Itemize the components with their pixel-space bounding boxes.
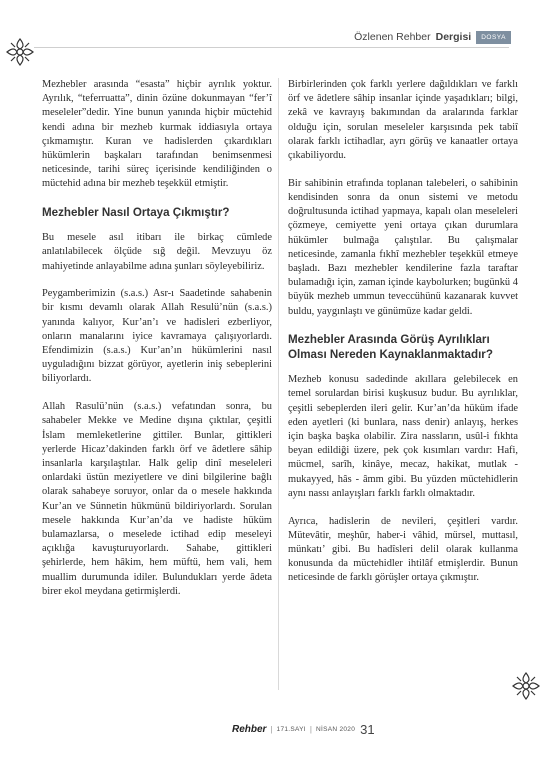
section-heading: Mezhebler Arasında Görüş Ayrılıkları Olması Nereden Kaynaklanmaktadır? (288, 333, 493, 362)
footer-brand: Rehber (232, 724, 267, 735)
paragraph: Birbirlerinden çok farklı yerlere dağıldıkları ve farklı örf ve âdetlere sâhip insanlar içinde yaşadıkları; bilgi, zekâ ve kavrayış bakımından da aralarında farklar olduğu için, sorulan meseleler karşısında pek tabiî olarak farklı ictihadlar, ayrı görüş ve kanaatler ortaya çıkabiliyordu. (288, 79, 518, 162)
paragraph: Bu mesele asıl itibarı ile birkaç cümlede anlatılabilecek ölçüde sığ değil. Mevzuyu öz mahiyetinde anlayabilme adına şunları söyleyebiliriz. (42, 232, 272, 272)
section-heading: Mezhebler Nasıl Ortaya Çıkmıştır? (42, 206, 230, 220)
paragraph: Bir sahibinin etrafında toplanan talebeleri, o sahibinin kendisinden sonra da onun sistemi ve metodu doğrultusunda ictihad yapmaya, kapalı olan meseleleri çözmeye, cemiyette yeni ortaya çıkan durumlara hükümler bulmağa çalıştılar. Bu çalışmalar neticesinde, zamanla fıkhî mezhebler teşekkül etmeye başladı. Bazı mezhebler kendilerine fazla taraftar bulamadığı için, zaman içinde kaybolurken; bugünkü 4 büyük mezheb ummun teveccühünü kazanarak kuvvet buldu, yaygınlaştı ve günümüze kadar geldi. (288, 177, 518, 317)
paragraph: Mezhebler arasında “esasta” hiçbir ayrılık yoktur. Ayrılık, “teferruatta”, dinin özüne dokunmayan “fer’î meseleler”dedir. Yine bunun yanında hiçbir müctehid kendi adına bir mezheb kurmak iddiasıyla ortaya çıkmamıştır. Kuran ve hadislerden çıkardıkları hükümlerin başkaları tarafından benimsenmesi neticesinde, tarihi süreç içerisinde kendiliğinden o müctehid adına bir mezheb teşekkül etmiştir. (42, 79, 272, 190)
paragraph: Peygamberimizin (s.a.s.) Asr-ı Saadetinde sahabenin bir kısmı devamlı olarak Allah Resulü’nün (s.a.s.) yanında kalıyor, Kur’an’ı ve hadisleri ezberliyor, onların manalarını iyice kavramaya çalışıyorlardı. Efendimizin (s.a.s.) Kur’an’ın hükümlerini nasıl uyguladığını bizzat görüyor, ayetlerin iniş sebeplerini biliyorlardı. (42, 288, 272, 385)
section-badge: DOSYA (476, 31, 511, 44)
header-divider (34, 47, 509, 48)
right-column (288, 78, 518, 599)
issue-number: 171.SAYI (276, 726, 306, 733)
flourish-icon (6, 38, 34, 66)
paragraph: Mezheb konusu sadedinde akıllara gelebilecek en temel sorulardan birisi kuşkusuz budur. Bu ayrılıklar, çeşitli sebeplerden ileri gelir. Kur’an’da hüküm ifade eden ayetleri (ki bunlara, nass denir) anlayış, herkes için başka başka olabilir. Zira nassların, usûl-i fıkhta beyan edildiği üzere, pek çok kısımları vardır: Hafi, mücmel, sarîh, kinâye, mecaz, hakikat, mutlak - mukayyed, hâs - âmm gibi. Bu yüzden müctehidlerin aynı nassı anlayışları farklı farklı olmaktadır. (288, 374, 518, 499)
header-prefix: Özlenen Rehber (354, 31, 431, 43)
paragraph: Ayrıca, hadislerin de nevileri, çeşitleri vardır. Mütevâtir, meşhûr, haber-i vâhid, mürsel, muttasıl, münkatı’ gibi. Bu hadîsleri delil olarak kullanma konusunda da müctehidler ihtilâf etmişlerdir. Bunun neticesinde de farklı görüşler ortaya çıkmıştır. (288, 515, 518, 584)
magazine-name: Dergisi (435, 31, 472, 43)
page-footer: Rehber | 171.SAYI | NİSAN 2020 31 (232, 722, 375, 737)
page-header (354, 30, 511, 44)
flourish-icon (512, 672, 540, 700)
paragraph: Allah Rasulü’nün (s.a.s.) vefatından sonra, bu sahabeler Mekke ve Medine dışına çıktılar, çeşitli İslam memleketlerine gittiler. Bunlar, gittikleri yerlerde Hicaz’dakinden farklı örf ve âdetlere sâhip insanlarla karşılaştılar. Halk gelip dinî meseleleri onlardaki üstün meziyetlere ve dini bilgilerine bağlı olarak sahabeye soruyor, onlar da o mesele hakkında Kur’an ve Sünnetin hükmünü bildiriyorlardı. Sorulan mesele hakkında Kur’an’da ve hadiste hüküm bulamazlarsa, o meselede ictihad edip meseleyi açıklığa kavuşturuyorlardı. Sahabe, gittikleri şehirlerde, hem hâkim, hem müftü, hem vali, hem muallim durumunda idiler. Bulundukları yerde âdeta birer ekol meydana getirmişlerdi. (42, 401, 272, 597)
issue-date: NİSAN 2020 (316, 726, 356, 733)
page-number: 31 (360, 722, 375, 737)
left-column (42, 78, 272, 613)
column-divider (278, 78, 279, 690)
